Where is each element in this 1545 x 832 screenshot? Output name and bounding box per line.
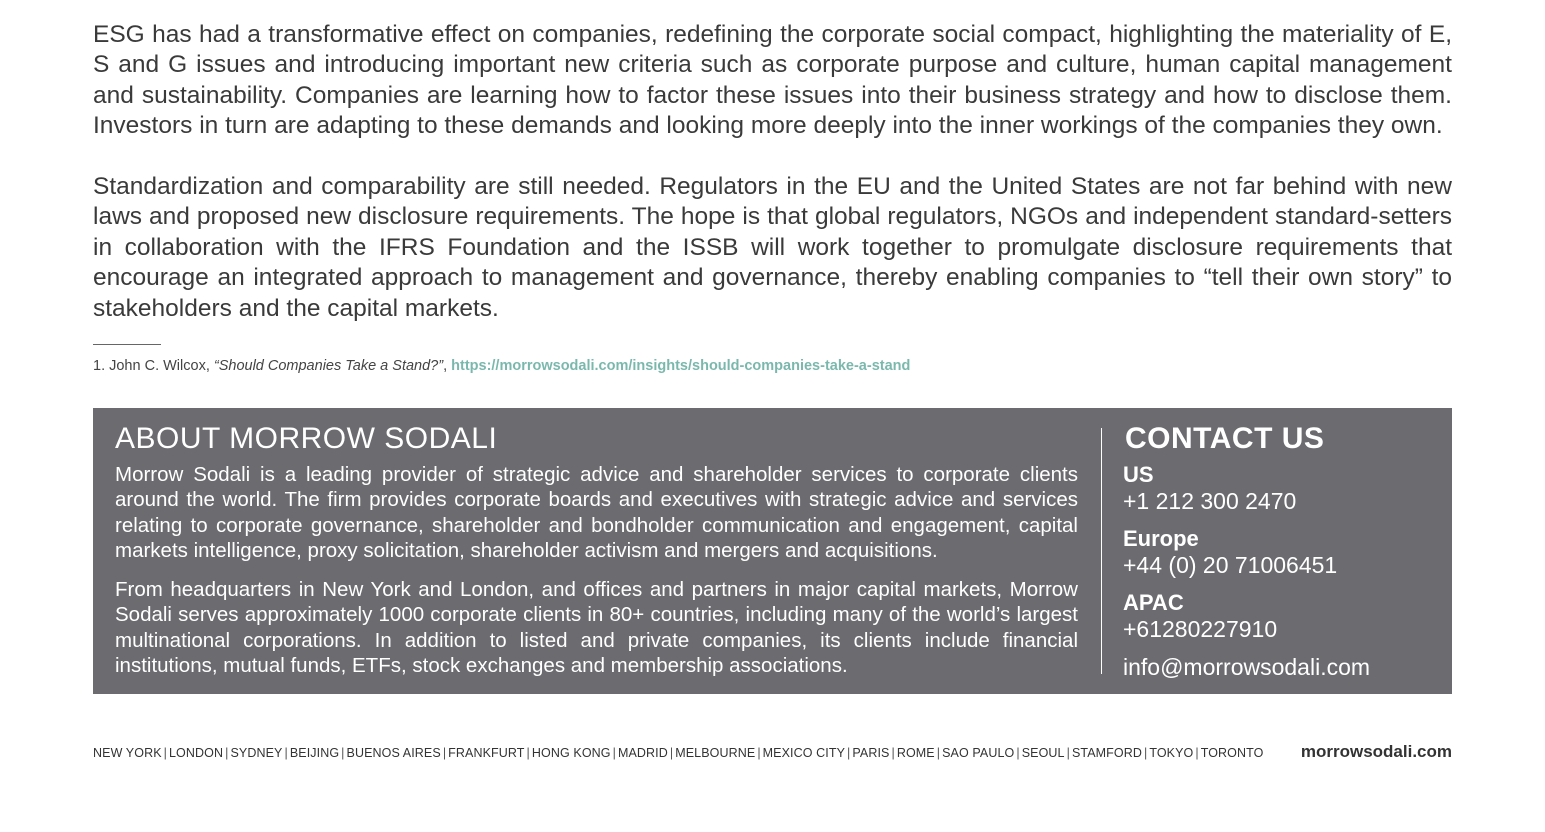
city-separator: |	[891, 746, 895, 760]
city-item: STAMFORD	[1071, 746, 1142, 760]
city-separator: |	[1066, 746, 1070, 760]
footnote-link[interactable]: https://morrowsodali.com/insights/should-companies-take-a-stand	[451, 358, 911, 374]
city-item: ROME	[896, 746, 935, 760]
about-box	[93, 408, 1452, 694]
city-separator: |	[341, 746, 345, 760]
contact-title: CONTACT US	[1125, 422, 1325, 455]
footnote-rule	[93, 344, 161, 345]
body-paragraph-1: ESG has had a transformative effect on companies, redefining the corporate social compact, highlighting the materiality of E, S and G issues and introducing important new criteria such as corporate purpose and culture, human capital management and sustainability. Companies are learning how to factor these issues into their business strategy and how to disclose them. Investors in turn are adapting to these demands and looking more deeply into the inner workings of the companies they own.	[93, 21, 1452, 140]
city-separator: |	[163, 746, 167, 760]
vertical-divider	[1101, 428, 1102, 674]
city-separator: |	[847, 746, 851, 760]
about-title: ABOUT MORROW SODALI	[115, 422, 498, 455]
footnote	[93, 356, 910, 376]
footnote-prefix: 1. John C. Wilcox,	[93, 358, 214, 374]
city-item: TOKYO	[1149, 746, 1194, 760]
contact-phone-us[interactable]: +1 212 300 2470	[1123, 488, 1297, 514]
city-separator: |	[442, 746, 447, 760]
city-separator: |	[757, 746, 761, 760]
city-separator: |	[612, 746, 616, 760]
contact-phone-europe[interactable]: +44 (0) 20 71006451	[1123, 552, 1338, 578]
city-item: LONDON	[169, 746, 224, 760]
contact-email[interactable]: info@morrowsodali.com	[1123, 654, 1371, 680]
city-separator: |	[1143, 746, 1148, 760]
city-separator: |	[284, 746, 288, 760]
contact-label-europe: Europe	[1123, 526, 1199, 551]
city-item: SAO PAULO	[942, 746, 1015, 760]
city-separator: |	[1016, 746, 1020, 760]
footnote-separator: ,	[443, 358, 452, 374]
city-item: NEW YORK	[93, 746, 162, 760]
contact-phone-apac[interactable]: +61280227910	[1123, 616, 1278, 642]
city-item: PARIS	[852, 746, 890, 760]
city-item: BEIJING	[289, 746, 340, 760]
city-item: SEOUL	[1021, 746, 1065, 760]
contact-label-apac: APAC	[1123, 590, 1184, 615]
city-separator: |	[225, 746, 229, 760]
about-paragraph-1: Morrow Sodali is a leading provider of strategic advice and shareholder services to corporate clients around the world. The firm provides corporate boards and executives with strategic advice and services relating to corporate governance, shareholder and bondholder communication and engagement, capital markets intelligence, proxy solicitation, shareholder activism and mergers and acquisitions.	[115, 463, 1078, 562]
city-item: FRANKFURT	[448, 746, 525, 760]
office-cities-list	[93, 745, 1263, 761]
city-item: MELBOURNE	[675, 746, 756, 760]
city-item: HONG KONG	[531, 746, 611, 760]
city-separator: |	[936, 746, 941, 760]
contact-label-us: US	[1123, 462, 1154, 487]
city-item: SYDNEY	[230, 746, 283, 760]
city-separator: |	[526, 746, 530, 760]
city-item: MADRID	[617, 746, 668, 760]
city-item: BUENOS AIRES	[346, 746, 441, 760]
city-separator: |	[669, 746, 674, 760]
city-item: MEXICO CITY	[762, 746, 846, 760]
about-paragraph-2: From headquarters in New York and London, and offices and partners in major capital markets, Morrow Sodali serves approximately 1000 corporate clients in 80+ countries, including many of the world’s largest multinational corporations. In addition to listed and private companies, its clients include financial institutions, mutual funds, ETFs, stock exchanges and membership associations.	[115, 578, 1078, 677]
website-link[interactable]: morrowsodali.com	[1300, 742, 1452, 761]
body-paragraph-2: Standardization and comparability are still needed. Regulators in the EU and the United States are not far behind with new laws and proposed new disclosure requirements. The hope is that global regulators, NGOs and independent standard-setters in collaboration with the IFRS Foundation and the ISSB will work together to promulgate disclosure requirements that encourage an integrated approach to management and governance, thereby enabling companies to “tell their own story” to stakeholders and the capital markets.	[93, 173, 1452, 322]
footnote-title: “Should Companies Take a Stand?”	[213, 358, 444, 374]
city-separator: |	[1195, 746, 1199, 760]
city-item: TORONTO	[1200, 746, 1264, 760]
